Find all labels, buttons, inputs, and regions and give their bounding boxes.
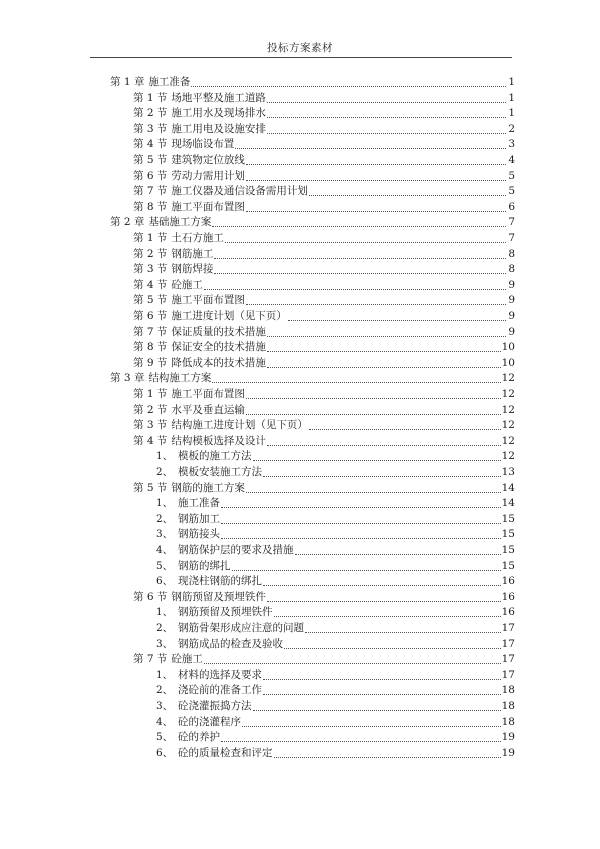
toc-entry-title: 砼施工	[171, 653, 203, 666]
toc-entry-page: 9	[508, 294, 515, 307]
toc-entry-page: 19	[501, 731, 515, 744]
toc-entry-page: 17	[501, 668, 515, 681]
toc-dot-leader	[246, 397, 501, 399]
toc-entry-number: 1、	[156, 450, 174, 463]
toc-entry-number: 第 5 节	[133, 481, 168, 494]
toc-subsection-entry[interactable]	[156, 542, 515, 557]
toc-dot-leader	[246, 210, 506, 212]
toc-entry-title: 施工进度计划（见下页）	[171, 310, 287, 322]
toc-dot-leader	[309, 194, 506, 196]
toc-entry-number: 第 1 节	[133, 91, 168, 104]
toc-section-entry[interactable]	[133, 168, 515, 183]
toc-entry-page: 9	[508, 325, 515, 338]
toc-dot-leader	[246, 179, 506, 181]
toc-entry-title: 施工平面布置图	[171, 388, 245, 400]
toc-entry-title: 施工准备	[148, 76, 191, 88]
toc-entry-number: 3、	[156, 528, 174, 541]
toc-dot-leader	[253, 709, 501, 711]
toc-entry-number: 第 2 节	[133, 247, 168, 260]
toc-entry-title: 施工准备	[178, 497, 220, 510]
toc-section-entry[interactable]	[133, 183, 515, 198]
toc-entry-title: 水平及垂直运输	[171, 403, 245, 416]
toc-entry-number: 第 2 章	[110, 216, 145, 229]
toc-entry-page: 14	[501, 481, 515, 494]
toc-entry-number: 2、	[156, 684, 174, 697]
toc-dot-leader	[263, 678, 501, 680]
toc-dot-leader	[267, 444, 501, 446]
toc-dot-leader	[246, 303, 506, 305]
toc-entry-title: 钢筋焊接	[171, 263, 214, 276]
toc-dot-leader	[235, 147, 506, 149]
toc-entry-page: 13	[501, 466, 515, 478]
toc-section-entry[interactable]	[133, 386, 515, 401]
toc-subsection-entry[interactable]	[156, 682, 515, 697]
toc-dot-leader	[221, 506, 501, 508]
toc-dot-leader	[214, 272, 506, 274]
toc-entry-number: 第 4 节	[133, 434, 168, 447]
toc-entry-number: 1、	[156, 668, 174, 681]
toc-dot-leader	[267, 350, 501, 352]
toc-section-entry[interactable]	[133, 355, 515, 370]
toc-entry-page: 1	[508, 76, 515, 88]
toc-section-entry[interactable]	[133, 402, 515, 417]
toc-entry-page: 14	[501, 497, 515, 510]
page-header-title: 投标方案素材	[267, 42, 333, 54]
toc-entry-number: 第 1 节	[133, 388, 168, 400]
toc-section-entry[interactable]	[133, 90, 515, 105]
toc-entry-page: 15	[501, 528, 515, 541]
toc-entry-title: 钢筋施工	[171, 247, 214, 260]
toc-dot-leader	[212, 225, 506, 227]
toc-entry-number: 1、	[156, 497, 174, 510]
toc-entry-number: 4、	[156, 544, 174, 556]
toc-entry-title: 现浇柱钢筋的绑扎	[178, 575, 262, 588]
toc-entry-page: 18	[501, 715, 515, 728]
toc-entry-title: 施工平面布置图	[171, 200, 245, 213]
toc-dot-leader	[221, 537, 501, 539]
toc-entry-title: 建筑物定位放线	[171, 154, 245, 166]
toc-entry-number: 6、	[156, 746, 174, 759]
toc-entry-title: 结构施工进度计划（见下页）	[171, 419, 308, 432]
toc-entry-title: 结构施工方案	[148, 372, 212, 385]
toc-entry-number: 第 6 节	[133, 169, 168, 182]
toc-entry-page: 12	[501, 419, 515, 432]
toc-entry-number: 第 7 节	[133, 185, 168, 198]
toc-section-entry[interactable]	[133, 246, 515, 261]
toc-entry-title: 结构模板选择及设计	[171, 434, 266, 447]
toc-dot-leader	[232, 569, 501, 571]
toc-section-entry[interactable]	[133, 230, 515, 245]
toc-entry-number: 2、	[156, 466, 174, 478]
toc-entry-number: 3、	[156, 700, 174, 712]
toc-dot-leader	[305, 631, 501, 633]
toc-entry-number: 第 2 节	[133, 403, 168, 416]
toc-subsection-entry[interactable]	[156, 604, 515, 619]
toc-dot-leader	[221, 522, 501, 524]
toc-dot-leader	[309, 428, 501, 430]
toc-entry-page: 16	[501, 575, 515, 588]
toc-section-entry[interactable]	[133, 308, 515, 323]
toc-dot-leader	[246, 163, 506, 165]
toc-dot-leader	[263, 693, 501, 695]
toc-entry-page: 10	[501, 356, 515, 369]
toc-entry-title: 场地平整及施工道路	[171, 91, 266, 104]
toc-dot-leader	[204, 662, 501, 664]
toc-entry-page: 8	[508, 247, 515, 260]
toc-entry-number: 第 9 节	[133, 356, 168, 369]
toc-entry-page: 17	[501, 637, 515, 650]
toc-entry-number: 第 6 节	[133, 590, 168, 603]
toc-section-entry[interactable]	[133, 589, 515, 604]
toc-dot-leader	[267, 335, 506, 337]
toc-entry-page: 18	[501, 700, 515, 712]
toc-section-entry[interactable]	[133, 136, 515, 151]
toc-entry-number: 第 5 节	[133, 294, 168, 307]
toc-subsection-entry[interactable]	[156, 620, 515, 635]
toc-dot-leader	[274, 756, 501, 758]
toc-subsection-entry[interactable]	[156, 526, 515, 541]
toc-section-entry[interactable]	[133, 324, 515, 339]
toc-entry-title: 钢筋预留及预埋铁件	[178, 606, 273, 619]
toc-subsection-entry[interactable]	[156, 448, 515, 463]
toc-subsection-entry[interactable]	[156, 729, 515, 744]
toc-entry-title: 模板的施工方法	[178, 450, 252, 463]
toc-entry-number: 第 4 节	[133, 278, 168, 291]
toc-dot-leader	[246, 413, 501, 415]
toc-entry-title: 材料的选择及要求	[178, 668, 262, 681]
toc-entry-title: 砼浇灌振捣方法	[178, 700, 252, 712]
toc-section-entry[interactable]	[133, 292, 515, 307]
toc-dot-leader	[191, 85, 506, 87]
toc-chapter-entry[interactable]	[110, 214, 515, 229]
toc-entry-title: 钢筋接头	[178, 528, 220, 541]
toc-entry-page: 12	[501, 403, 515, 416]
toc-entry-title: 施工用水及现场排水	[171, 107, 266, 120]
toc-section-entry[interactable]	[133, 121, 515, 136]
toc-entry-number: 5、	[156, 559, 174, 572]
toc-entry-title: 砼的养护	[178, 731, 220, 744]
toc-subsection-entry[interactable]	[156, 667, 515, 682]
toc-entry-title: 钢筋的绑扎	[178, 559, 231, 572]
toc-entry-number: 第 7 节	[133, 325, 168, 338]
toc-entry-page: 15	[501, 512, 515, 525]
toc-entry-number: 第 7 节	[133, 653, 168, 666]
toc-dot-leader	[242, 725, 501, 727]
toc-entry-page: 6	[508, 200, 515, 213]
toc-entry-number: 第 8 节	[133, 341, 168, 354]
toc-entry-number: 第 1 节	[133, 232, 168, 244]
toc-entry-page: 7	[508, 216, 515, 229]
toc-entry-title: 劳动力需用计划	[171, 169, 245, 182]
toc-chapter-entry[interactable]	[110, 370, 515, 385]
toc-subsection-entry[interactable]	[156, 698, 515, 713]
toc-entry-page: 1	[508, 91, 515, 104]
toc-dot-leader	[267, 116, 506, 118]
toc-dot-leader	[221, 740, 501, 742]
toc-section-entry[interactable]	[133, 480, 515, 495]
toc-dot-leader	[274, 615, 501, 617]
toc-section-entry[interactable]	[133, 339, 515, 354]
toc-entry-title: 钢筋保护层的要求及措施	[178, 544, 294, 556]
toc-entry-page: 16	[501, 590, 515, 603]
toc-dot-leader	[263, 584, 501, 586]
toc-entry-title: 基础施工方案	[148, 216, 212, 229]
toc-entry-page: 9	[508, 278, 515, 291]
toc-dot-leader	[263, 475, 501, 477]
toc-entry-title: 施工用电及设施安排	[171, 122, 266, 135]
toc-entry-page: 9	[508, 310, 515, 322]
toc-dot-leader	[295, 553, 501, 555]
toc-entry-number: 第 3 节	[133, 419, 168, 432]
toc-entry-page: 15	[501, 559, 515, 572]
toc-subsection-entry[interactable]	[156, 573, 515, 588]
toc-entry-page: 2	[508, 122, 515, 135]
toc-dot-leader	[267, 600, 501, 602]
toc-entry-number: 2、	[156, 622, 174, 634]
header-divider	[90, 57, 512, 58]
toc-section-entry[interactable]	[133, 199, 515, 214]
toc-entry-page: 17	[501, 622, 515, 634]
toc-entry-number: 第 8 节	[133, 200, 168, 213]
toc-entry-title: 施工平面布置图	[171, 294, 245, 307]
toc-section-entry[interactable]	[133, 152, 515, 167]
toc-entry-page: 5	[508, 169, 515, 182]
toc-entry-page: 16	[501, 606, 515, 619]
toc-dot-leader	[214, 257, 506, 259]
toc-entry-number: 2、	[156, 512, 174, 525]
toc-entry-title: 钢筋预留及预埋铁件	[171, 590, 266, 603]
toc-entry-page: 18	[501, 684, 515, 697]
toc-entry-number: 5、	[156, 731, 174, 744]
toc-dot-leader	[225, 241, 506, 243]
toc-entry-title: 砼的质量检查和评定	[178, 746, 273, 759]
toc-entry-page: 1	[508, 107, 515, 120]
toc-entry-title: 钢筋加工	[178, 512, 220, 525]
toc-subsection-entry[interactable]	[156, 464, 515, 479]
toc-entry-number: 6、	[156, 575, 174, 588]
toc-entry-number: 1、	[156, 606, 174, 619]
toc-subsection-entry[interactable]	[156, 511, 515, 526]
toc-dot-leader	[267, 101, 506, 103]
toc-entry-page: 12	[501, 450, 515, 463]
toc-entry-page: 15	[501, 544, 515, 556]
toc-entry-number: 第 3 章	[110, 372, 145, 385]
toc-entry-title: 现场临设布置	[171, 138, 235, 151]
toc-entry-title: 砼的浇灌程序	[178, 715, 241, 728]
toc-entry-title: 保证安全的技术措施	[171, 341, 266, 354]
toc-entry-title: 浇砼前的准备工作	[178, 684, 262, 697]
toc-entry-number: 第 3 节	[133, 122, 168, 135]
toc-dot-leader	[253, 459, 501, 461]
toc-entry-number: 4、	[156, 715, 174, 728]
toc-entry-title: 降低成本的技术措施	[171, 356, 266, 369]
toc-entry-title: 模板安装施工方法	[178, 466, 262, 478]
toc-subsection-entry[interactable]	[156, 745, 515, 760]
toc-dot-leader	[246, 491, 501, 493]
toc-entry-title: 砼施工	[171, 278, 203, 291]
toc-entry-number: 第 6 节	[133, 310, 168, 322]
toc-section-entry[interactable]	[133, 105, 515, 120]
toc-entry-number: 3、	[156, 637, 174, 650]
toc-entry-page: 5	[508, 185, 515, 198]
toc-entry-page: 7	[508, 232, 515, 244]
toc-section-entry[interactable]	[133, 417, 515, 432]
toc-entry-title: 钢筋的施工方案	[171, 481, 245, 494]
toc-entry-page: 12	[501, 388, 515, 400]
toc-entry-title: 施工仪器及通信设备需用计划	[171, 185, 308, 198]
toc-entry-number: 第 5 节	[133, 154, 168, 166]
toc-entry-page: 17	[501, 653, 515, 666]
toc-section-entry[interactable]	[133, 261, 515, 276]
toc-entry-page: 12	[501, 434, 515, 447]
toc-dot-leader	[267, 132, 506, 134]
toc-entry-page: 8	[508, 263, 515, 276]
toc-entry-number: 第 2 节	[133, 107, 168, 120]
toc-chapter-entry[interactable]	[110, 74, 515, 89]
toc-entry-title: 钢筋成品的检查及验收	[178, 637, 283, 650]
toc-entry-title: 钢筋骨架形成应注意的问题	[178, 622, 304, 634]
toc-dot-leader	[204, 288, 506, 290]
toc-subsection-entry[interactable]	[156, 558, 515, 573]
toc-dot-leader	[288, 319, 506, 321]
toc-dot-leader	[212, 381, 500, 383]
toc-entry-title: 保证质量的技术措施	[171, 325, 266, 338]
toc-dot-leader	[284, 647, 501, 649]
toc-subsection-entry[interactable]	[156, 636, 515, 651]
toc-subsection-entry[interactable]	[156, 714, 515, 729]
toc-entry-page: 4	[508, 154, 515, 166]
toc-entry-page: 12	[501, 372, 515, 385]
toc-entry-number: 第 4 节	[133, 138, 168, 151]
toc-dot-leader	[267, 366, 501, 368]
toc-entry-number: 第 3 节	[133, 263, 168, 276]
toc-entry-title: 土石方施工	[171, 232, 224, 244]
toc-section-entry[interactable]	[133, 433, 515, 448]
toc-subsection-entry[interactable]	[156, 495, 515, 510]
toc-section-entry[interactable]	[133, 651, 515, 666]
toc-entry-page: 10	[501, 341, 515, 354]
toc-section-entry[interactable]	[133, 277, 515, 292]
toc-entry-page: 3	[508, 138, 515, 151]
toc-entry-page: 19	[501, 746, 515, 759]
toc-entry-number: 第 1 章	[110, 76, 145, 88]
